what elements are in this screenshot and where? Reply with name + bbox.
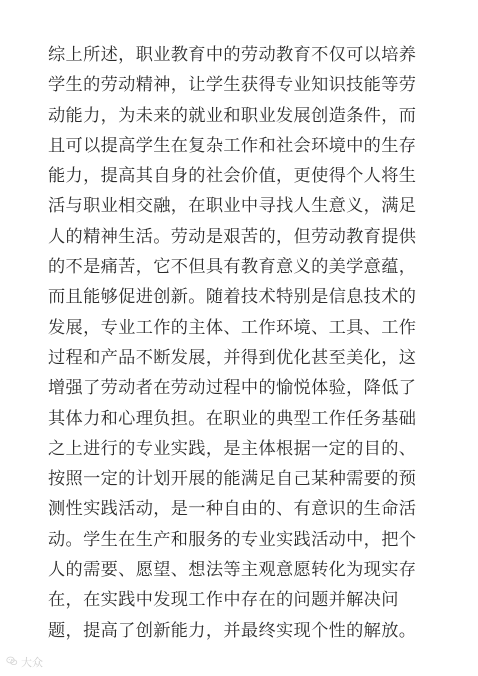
text-line: 且可以提高学生在复杂工作和社会环境中的生存 [48, 135, 417, 156]
text-line: 人的需要、愿望、想法等主观意愿转化为现实存 [48, 560, 417, 581]
text-line: 综上所述，职业教育中的劳动教育不仅可以培养 [48, 45, 417, 65]
text-line: 人的精神生活。劳动是艰苦的，但劳动教育提供 [48, 226, 417, 247]
article-body [48, 40, 440, 646]
text-line: 测性实践活动，是一种自由的、有意识的生命活 [48, 499, 417, 520]
text-line: 过程和产品不断发展，并得到优化甚至美化，这 [48, 347, 417, 368]
wechat-icon [6, 655, 18, 670]
text-line: 活与职业相交融，在职业中寻找人生意义，满足 [48, 196, 417, 217]
text-line: 能力，提高其自身的社会价值，更使得个人将生 [48, 166, 417, 187]
text-line: 按照一定的计划开展的能满足自己某种需要的预 [48, 469, 417, 490]
text-line: 动。学生在生产和服务的专业实践活动中，把个 [48, 529, 417, 550]
text-line: 的不是痛苦，它不但具有教育意义的美学意蕴， [48, 257, 417, 278]
text-line: 学生的劳动精神，让学生获得专业知识技能等劳 [48, 75, 417, 96]
text-line: 题，提高了创新能力，并最终实现个性的解放。 [48, 620, 417, 641]
text-line: 增强了劳动者在劳动过程中的愉悦体验，降低了 [48, 378, 417, 399]
text-line: 在，在实践中发现工作中存在的问题并解决问 [48, 590, 399, 611]
text-line: 而且能够促进创新。随着技术特别是信息技术的 [48, 287, 417, 308]
watermark [6, 654, 43, 670]
text-line: 其体力和心理负担。在职业的典型工作任务基础 [48, 408, 417, 429]
watermark-text: 大众 [21, 656, 43, 669]
text-line: 动能力，为未来的就业和职业发展创造条件，而 [48, 105, 417, 126]
text-line: 发展，专业工作的主体、工作环境、工具、工作 [48, 317, 417, 338]
text-line: 之上进行的专业实践，是主体根据一定的目的、 [48, 438, 417, 459]
